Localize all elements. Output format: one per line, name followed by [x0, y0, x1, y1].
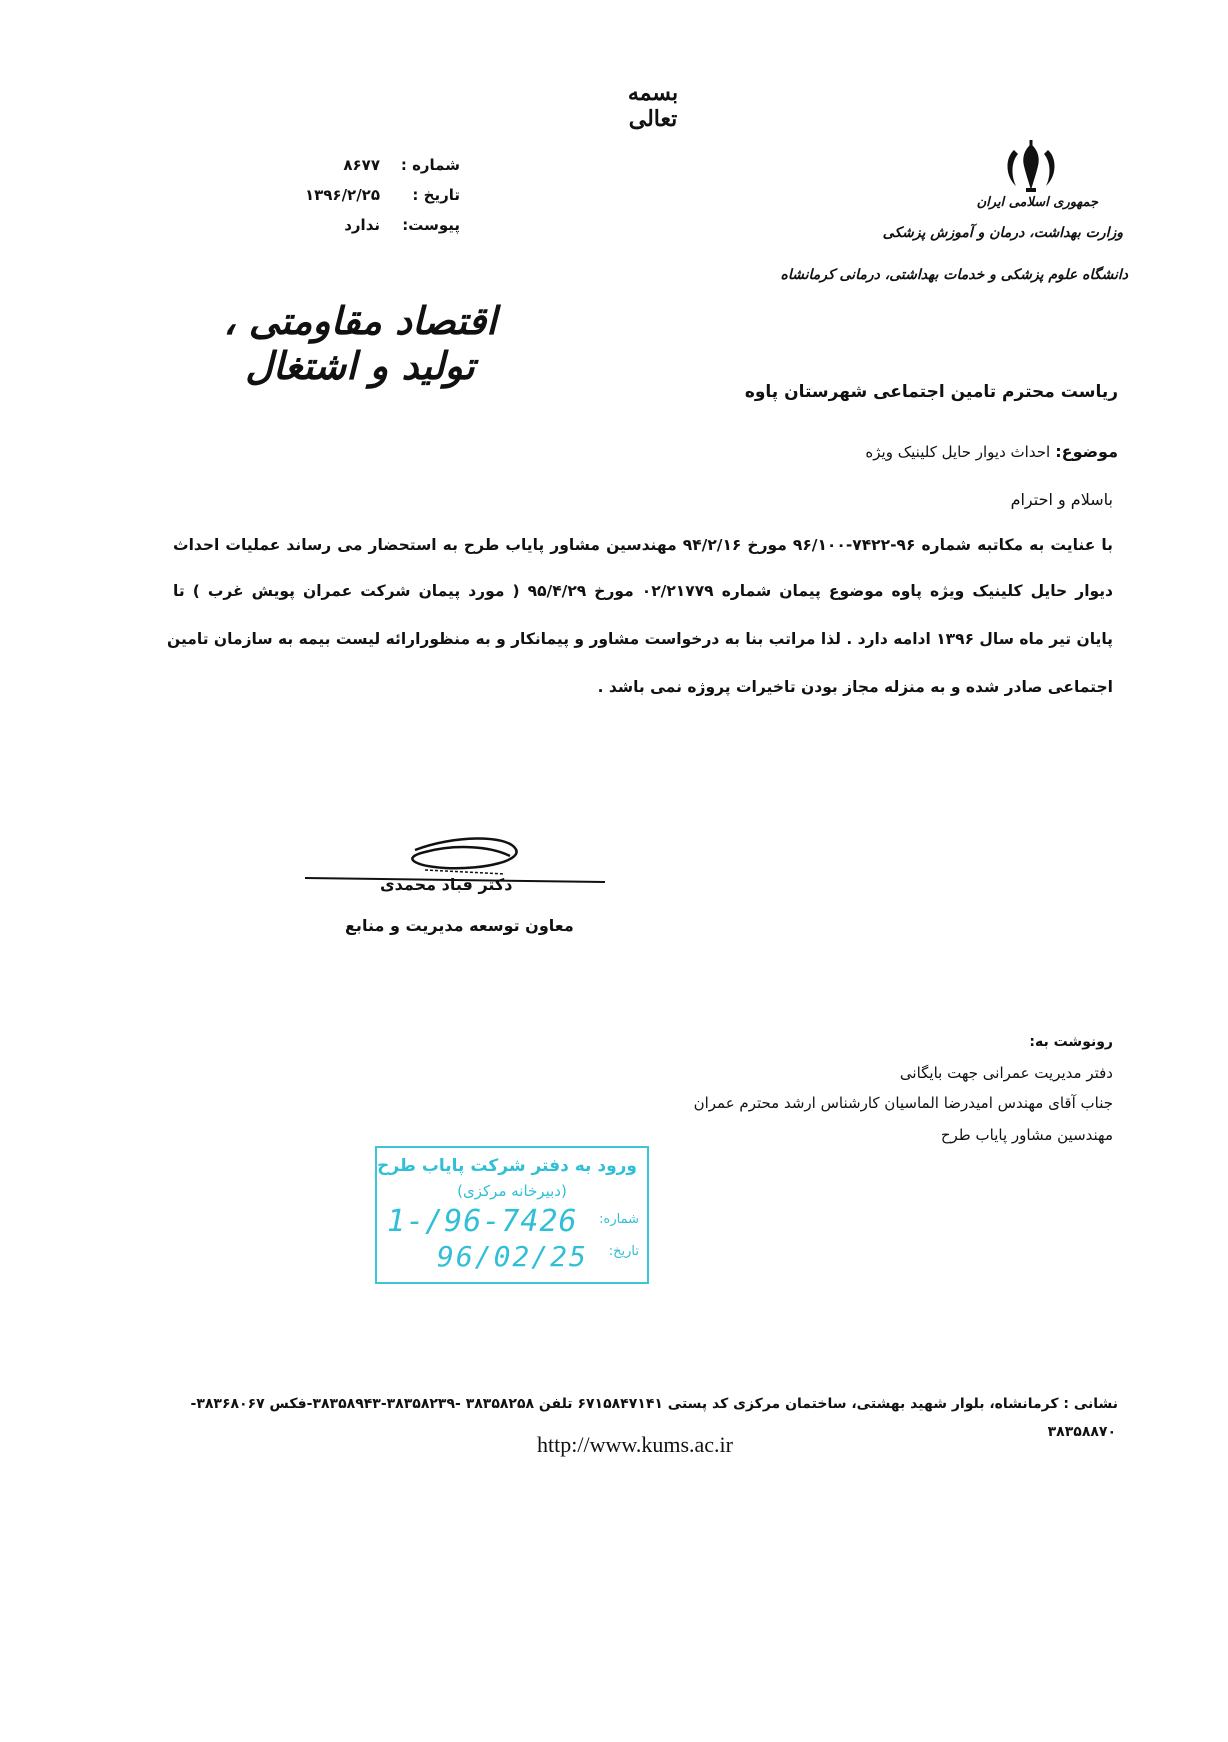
received-stamp — [375, 1146, 649, 1284]
attachment-label: پیوست: — [402, 216, 460, 234]
stamp-title: ورود به دفتر شرکت پایاب طرح — [377, 1156, 637, 1176]
stamp-date-label: تاریخ: — [608, 1244, 639, 1259]
copy-recipient-2: جناب آقای مهندس امیدرضا الماسیان کارشناس ارشد محترم عمران — [693, 1094, 1113, 1112]
date-label: تاریخ : — [412, 186, 460, 204]
org-name-ministry: وزارت بهداشت، درمان و آموزش پزشکی — [882, 225, 1123, 241]
subject-text: احداث دیوار حایل کلینیک ویژه — [865, 443, 1051, 461]
footer-address: نشانی : کرمانشاه، بلوار شهید بهشتی، ساختمان مرکزی کد پستی ۶۷۱۵۸۴۷۱۴۱ تلفن ۳۸۳۵۸۲۵۸ -۳۸۳۵۸۲۳۹-۳۸۳۵۸۹۴۳-فکس ۳۸۳۶۸۰۶۷- — [190, 1396, 1118, 1412]
paragraph-line-1: با عنایت به مکاتبه شماره ۹۶-۷۴۲۲-۹۶/۱۰۰ مورخ ۹۴/۲/۱۶ مهندسین مشاور پایاب طرح به استحضار می رساند عملیات احداث — [173, 536, 1114, 554]
footer-fax: ۳۸۳۵۸۸۷۰ — [1047, 1424, 1116, 1440]
copies-label: رونوشت به: — [1029, 1034, 1113, 1050]
org-name-university: دانشگاه علوم پزشکی و خدمات بهداشتی، درمانی کرمانشاه — [780, 267, 1128, 283]
website-link[interactable]: http://www.kums.ac.ir — [537, 1432, 733, 1457]
invocation-text: بسمه تعالی — [627, 80, 679, 132]
signature-area — [305, 830, 605, 910]
attachment-value: ندارد — [344, 216, 380, 234]
greeting: باسلام و احترام — [1010, 490, 1113, 509]
stamp-number-value: 1-/96-7426 — [387, 1204, 578, 1239]
stamp-number-label: شماره: — [599, 1212, 639, 1227]
stamp-date-value: 96/02/25 — [437, 1240, 588, 1273]
date-value: ۱۳۹۶/۲/۲۵ — [304, 186, 380, 204]
stamp-subtitle: (دبیرخانه مرکزی) — [457, 1182, 567, 1200]
addressee: ریاست محترم تامین اجتماعی شهرستان پاوه — [744, 382, 1118, 402]
slogan: اقتصاد مقاومتی ، تولید و اشتغال — [223, 298, 497, 388]
paragraph-line-4: اجتماعی صادر شده و به منزله مجاز بودن تاخیرات پروژه نمی باشد . — [597, 678, 1113, 696]
subject-label: موضوع: — [1055, 442, 1118, 461]
signatory-title: معاون توسعه مدیریت و منابع — [345, 916, 574, 935]
paragraph-line-2: دیوار حایل کلینیک ویژه پاوه موضوع پیمان شماره ۰۲/۲۱۷۷۹ مورخ ۹۵/۴/۲۹ ( مورد پیمان شرکت عمران پویش غرب ) تا — [173, 582, 1114, 600]
paragraph-line-3: پایان تیر ماه سال ۱۳۹۶ ادامه دارد . لذا مراتب بنا به درخواست مشاور و پیمانکار و به منظورارائه لیست بیمه به سازمان تامین — [167, 630, 1113, 648]
number-label: شماره : — [400, 156, 460, 174]
number-value: ۸۶۷۷ — [343, 156, 380, 174]
subject-line — [865, 442, 1118, 461]
signatory-name: دکتر قباد محمدی — [380, 875, 513, 894]
copy-recipient-3: مهندسین مشاور پایاب طرح — [940, 1126, 1113, 1144]
org-name-country: جمهوری اسلامی ایران — [976, 195, 1098, 210]
iran-emblem-icon — [1000, 140, 1062, 196]
copy-recipient-1: دفتر مدیریت عمرانی جهت بایگانی — [899, 1064, 1113, 1082]
